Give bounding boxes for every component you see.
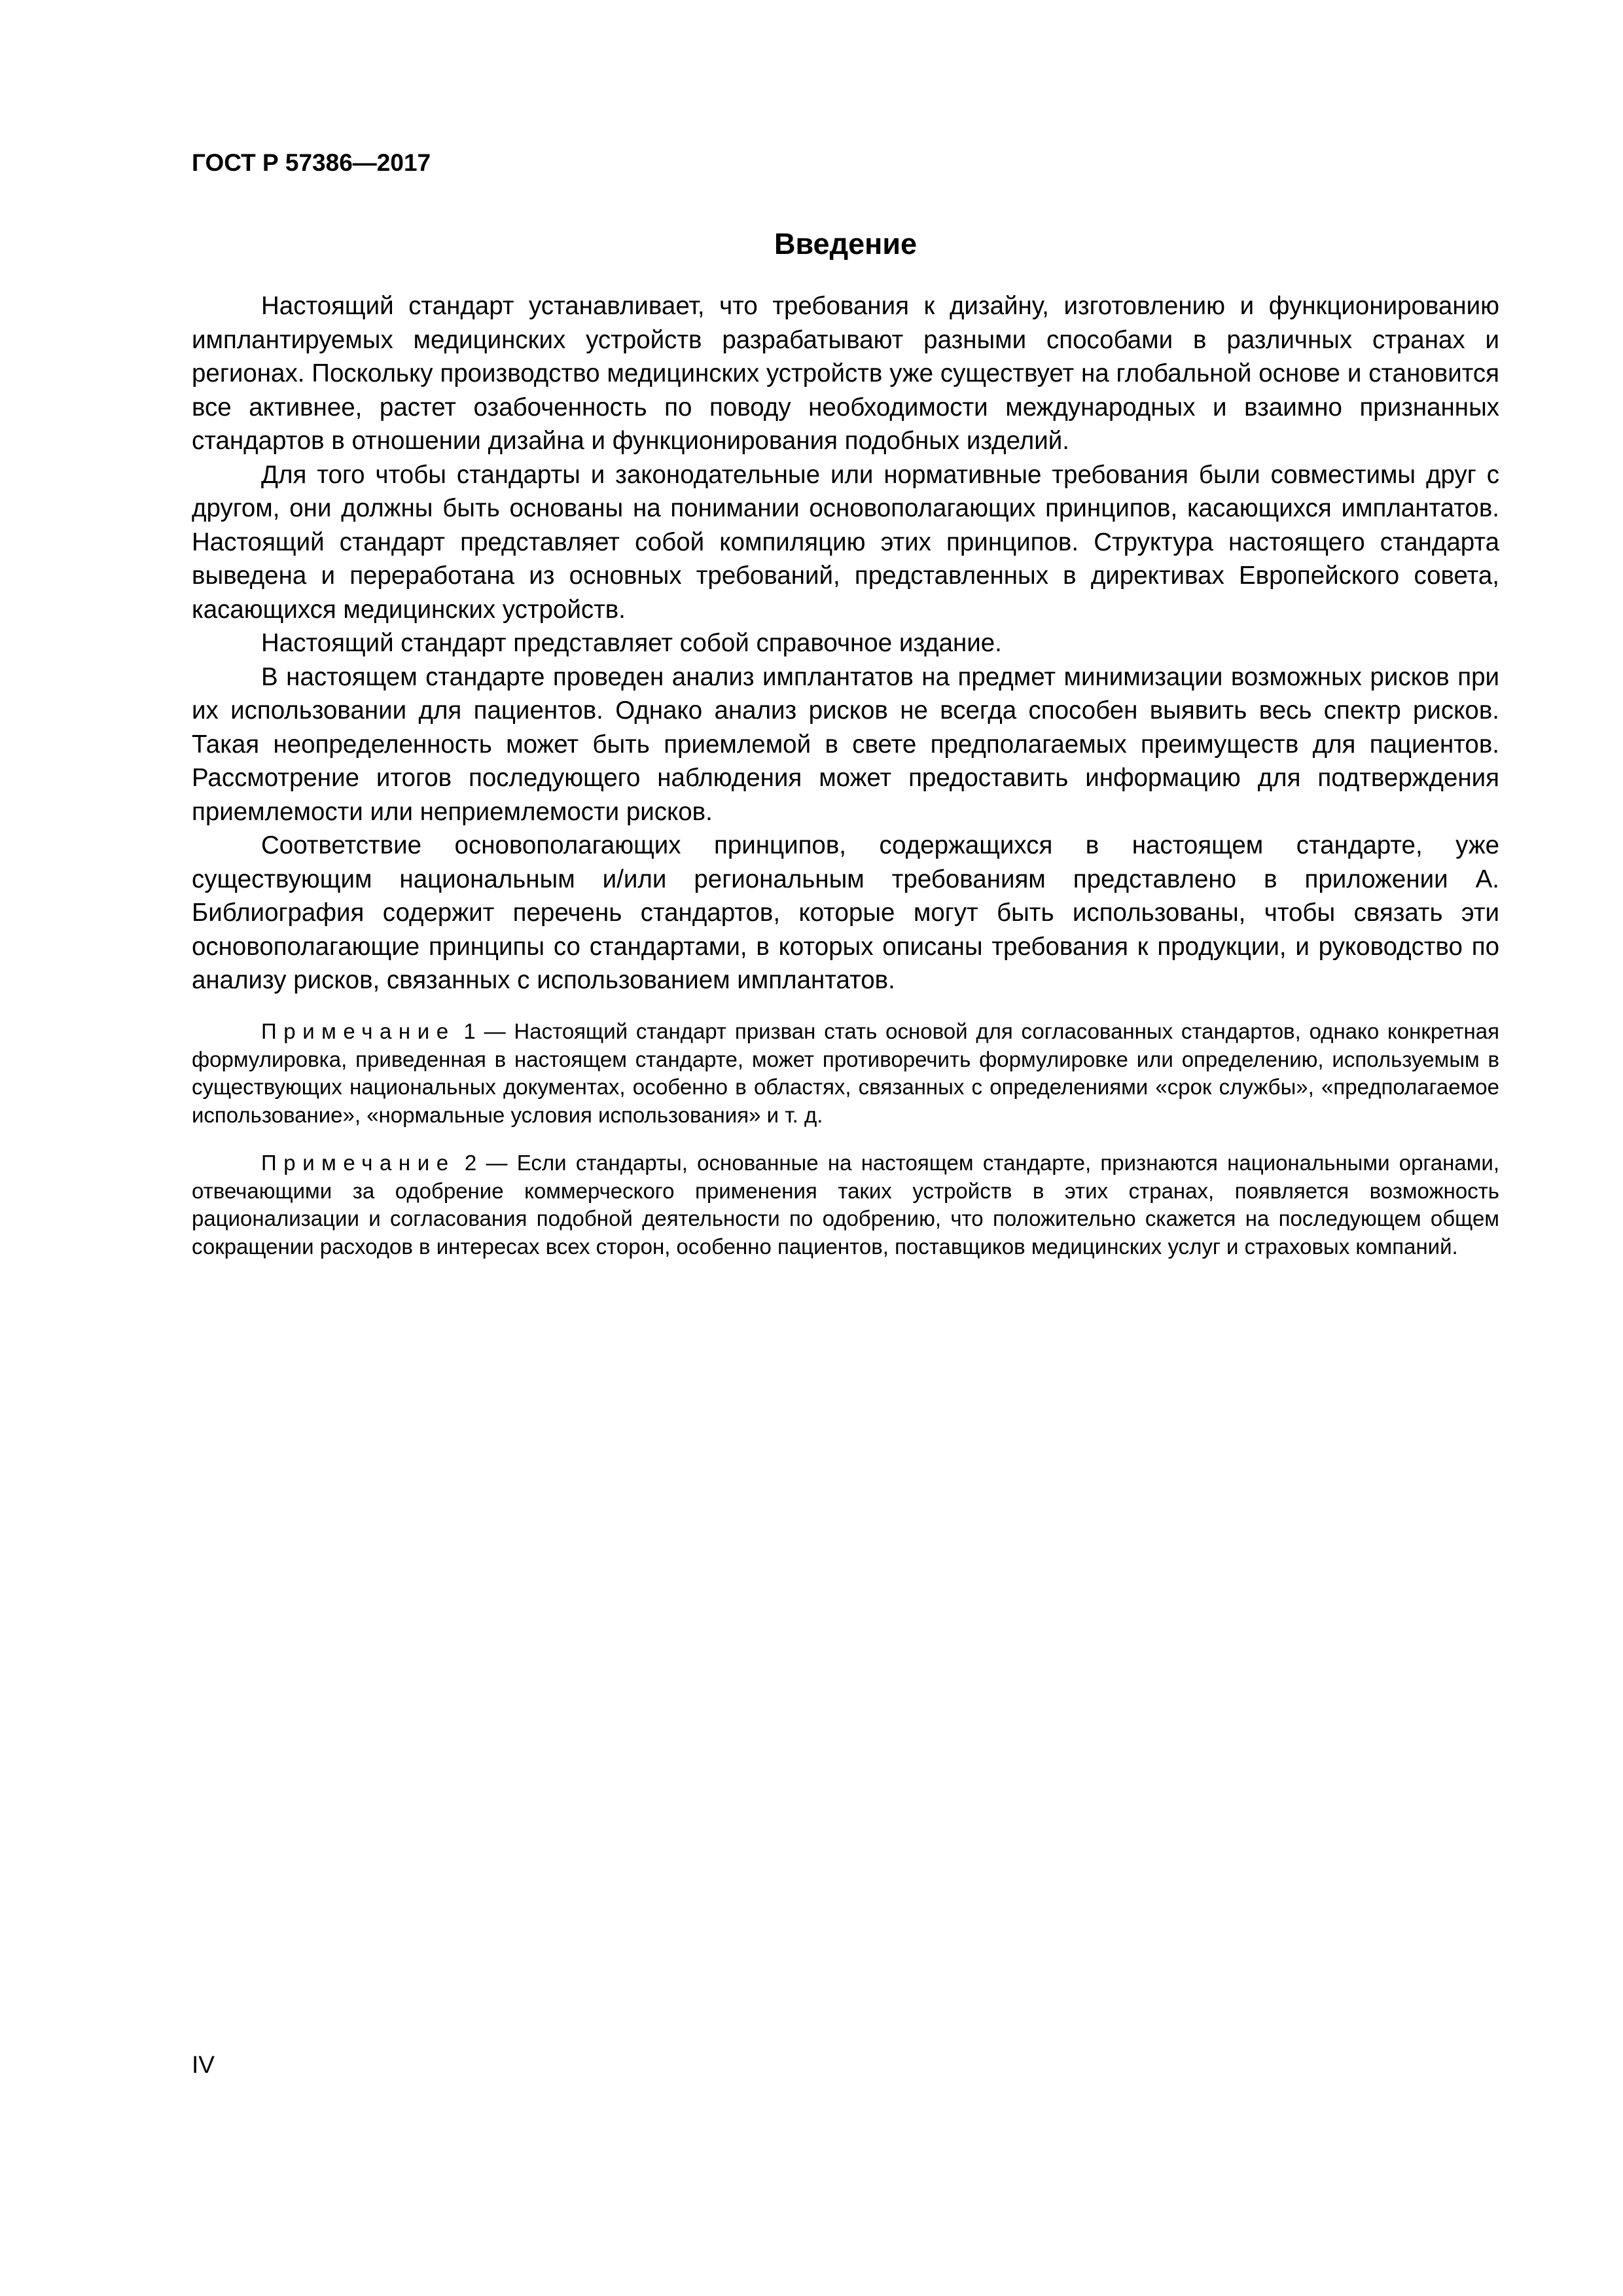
notes-section bbox=[192, 1018, 1499, 1281]
section-title: Введение bbox=[774, 227, 918, 260]
document-code: ГОСТ Р 57386—2017 bbox=[192, 149, 431, 176]
paragraph: Настоящий стандарт представляет собой справочное издание. bbox=[261, 629, 1002, 657]
page-number: IV bbox=[192, 2051, 215, 2078]
note-number: 1 bbox=[463, 1019, 476, 1043]
paragraph: В настоящем стандарте проведен анализ имплантатов на предмет минимизации возможных рисков при их использовании для пациентов. Однако анализ рисков не всегда способен выявить весь спектр рисков. Такая неопределенность может быть приемлемой в свете предполагаемых преимуществ для пациентов. Рассмотрение итогов последующего наблюдения может предоставить информацию для подтверждения приемлемости или неприемлемости рисков. bbox=[192, 662, 1499, 826]
note-text: — Настоящий стандарт призван стать основой для согласованных стандартов, однако конкретная формулировка, приведенная в настоящем стандарте, может противоречить формулировке или определению, используемым в существующих национальных документах, особенно в областях, связанных с определениями «срок службы», «предполагаемое использование», «нормальные условия использования» и т. д. bbox=[192, 1019, 1499, 1127]
paragraph: Для того чтобы стандарты и законодательные или нормативные требования были совместимы друг с другом, они должны быть основаны на понимании основополагающих принципов, касающихся имплантатов. Настоящий стандарт представляет собой компиляцию этих принципов. Структура настоящего стандарта выведена и переработана из основных требований, представленных в директивах Европейского совета, касающихся медицинских устройств. bbox=[192, 460, 1499, 624]
note-text: — Если стандарты, основанные на настоящем стандарте, признаются национальными органами, отвечающими за одобрение коммерческого применения таких устройств в этих странах, появляется возможность рационализации и согласования подобной деятельности по одобрению, что положительно скажется на последующем общем сокращении расходов в интересах всех сторон, особенно пациентов, поставщиков медицинских услуг и страховых компаний. bbox=[192, 1151, 1500, 1259]
note bbox=[192, 1018, 1499, 1129]
note-label: Примечание bbox=[261, 1151, 455, 1175]
note-number: 2 bbox=[464, 1151, 477, 1175]
note bbox=[192, 1149, 1499, 1261]
paragraph: Соответствие основополагающих принципов, содержащихся в настоящем стандарте, уже существующим национальным и/или региональным требованиям представлено в приложении А. Библиография содержит перечень стандартов, которые могут быть использованы, чтобы связать эти основополагающие принципы со стандартами, в которых описаны требования к продукции, и руководство по анализу рисков, связанных с использованием имплантатов. bbox=[192, 831, 1499, 994]
note-label: Примечание bbox=[261, 1019, 455, 1043]
introduction-body bbox=[192, 289, 1499, 997]
paragraph: Настоящий стандарт устанавливает, что требования к дизайну, изготовлению и функционированию имплантируемых медицинских устройств разрабатывают разными способами в различных странах и регионах. Поскольку производство медицинских устройств уже существует на глобальной основе и становится все активнее, растет озабоченность по поводу необходимости международных и взаимно признанных стандартов в отношении дизайна и функционирования подобных изделий. bbox=[192, 292, 1499, 455]
